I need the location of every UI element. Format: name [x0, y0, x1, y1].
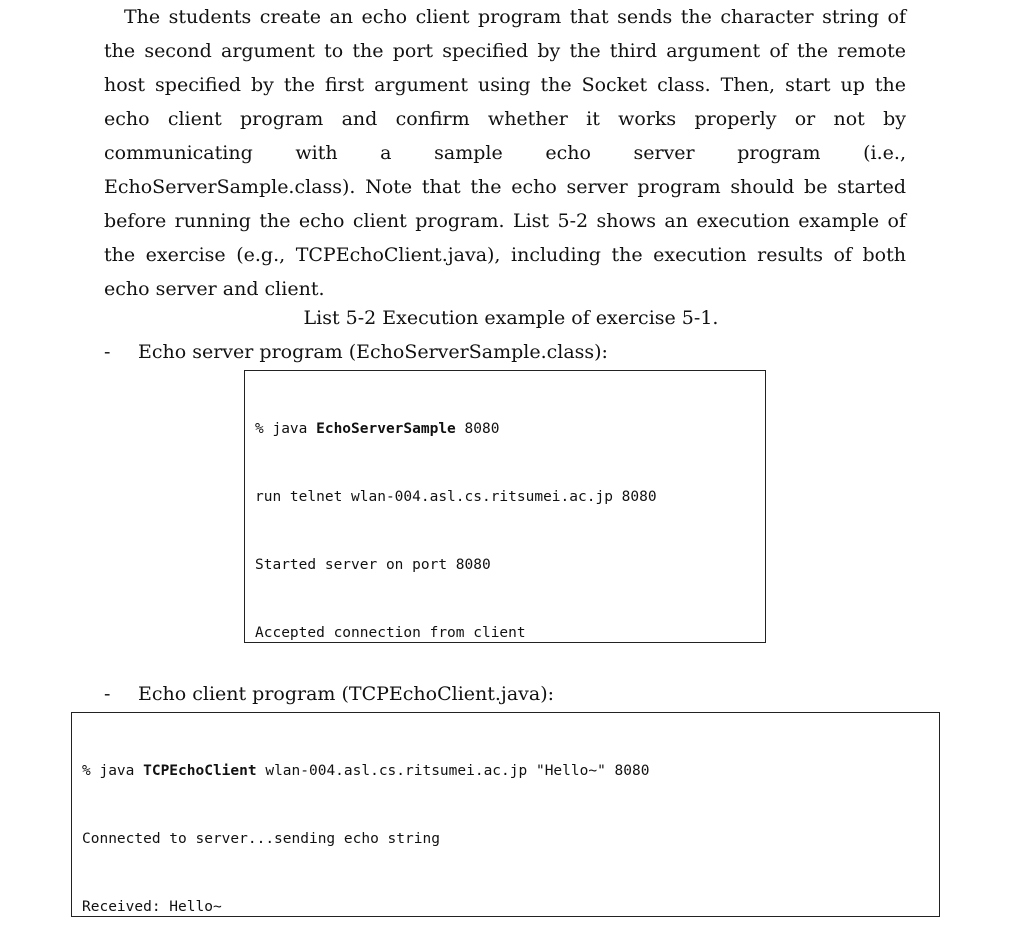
list-caption-text: List 5-2 Execution example of exercise 5-1.: [303, 307, 719, 329]
client-cmd-prefix: % java: [82, 763, 144, 780]
server-command-line: [255, 418, 755, 441]
server-cmd-prefix: % java: [255, 421, 317, 438]
exercise-description: The students create an echo client program that sends the character string of the second argument to the port specified by the third argument of the remote host specified by the first argument using the Socket class. Then, start up the echo client program and confirm whether it works properly or not by communicating with a sample echo server program (i.e., EchoServerSample.class). Note that the echo server program should be started before running the echo client program. List 5-2 shows an execution example of the exercise (e.g., TCPEchoClient.java), including the execution results of both echo server and client.: [104, 6, 906, 300]
server-output-line: run telnet wlan-004.asl.cs.ritsumei.ac.jp 8080: [255, 488, 657, 505]
client-heading-label: Echo client program (TCPEchoClient.java):: [138, 683, 555, 705]
server-output-line: Accepted connection from client: [255, 624, 526, 641]
server-heading-label: Echo server program (EchoServerSample.class):: [138, 341, 608, 363]
server-cmd-class: EchoServerSample: [316, 421, 456, 438]
client-output-box: [71, 712, 940, 917]
server-output-box: [244, 370, 766, 643]
client-cmd-args: wlan-004.asl.cs.ritsumei.ac.jp "Hello~" 8080: [256, 763, 650, 780]
list-caption: [0, 307, 1024, 329]
client-cmd-class: TCPEchoClient: [143, 763, 257, 780]
server-bullet-dash: -: [104, 341, 111, 363]
client-command-line: [82, 760, 929, 783]
server-cmd-port: 8080: [455, 421, 500, 438]
client-connected-line: Connected to server...sending echo string: [82, 830, 440, 847]
client-received-line: Received: Hello~: [82, 898, 222, 915]
client-bullet-dash: -: [104, 683, 111, 705]
server-output-line: Started server on port 8080: [255, 556, 491, 573]
